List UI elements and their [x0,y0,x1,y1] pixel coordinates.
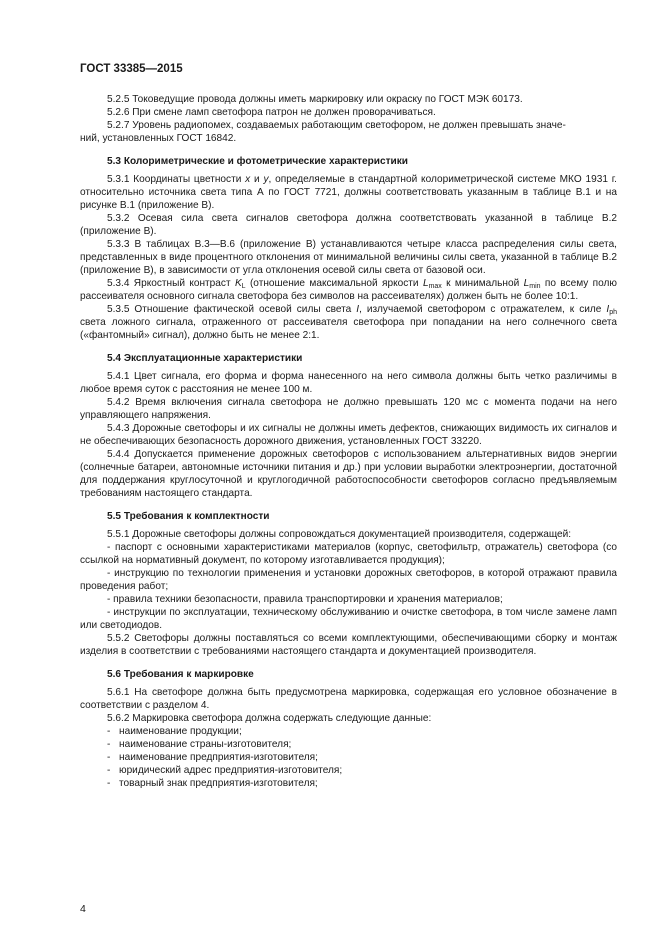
clause-5-5-1-item-c: - правила техники безопасности, правила транспортировки и хранения материалов; [107,594,503,605]
list-item: - наименование предприятия-изготовителя; [107,752,318,763]
clause-5-5-1-item-a: - паспорт с основными характеристиками материалов (корпус, светофильтр, отражатель) светофора (со ссылкой на нормативный документ, по которому изготавливается продукция); [80,542,617,566]
clause-5-5-1-item-b: - инструкцию по технологии применения и установки дорожных светофоров, в которой отражают правила проведения работ; [80,568,617,592]
list-item: - наименование страны-изготовителя; [107,739,292,750]
clause-5-3-2: 5.3.2 Осевая сила света сигналов светофора должна соответствовать указанной в таблице В.2 (приложение В). [80,213,617,237]
list-item: - товарный знак предприятия-изготовителя; [107,778,318,789]
clause-5-5-1-item-d: - инструкции по эксплуатации, техническому обслуживанию и очистке светофора, в том числе замене ламп или светодиодов. [80,607,617,631]
clause-5-4-3: 5.4.3 Дорожные светофоры и их сигналы не должны иметь дефектов, снижающих видимость их сигналов и не обеспечивающих безопасность дорожного движения, установленных ГОСТ 33220. [80,423,617,447]
section-5-6-title: 5.6 Требования к маркировке [107,669,254,680]
clause-5-2-5: 5.2.5 Токоведущие провода должны иметь маркировку или окраску по ГОСТ МЭК 60173. [107,94,523,105]
page-number: 4 [80,903,86,915]
document-body [80,93,617,790]
clause-5-3-3: 5.3.3 В таблицах В.3—В.6 (приложение В) устанавливаются четыре класса распределения силы света, представленных в виде процентного отклонения от минимальной величины силы света, указанной в таблице В.2 (приложение В), в зависимости от угла отклонения осевой силы света от базовой оси. [80,239,617,276]
clause-5-4-4: 5.4.4 Допускается применение дорожных светофоров с использованием альтернативных видов энергии (солнечные батареи, автономные источники питания и др.) при условии выработки электроэнергии, достаточной для поддержания круглосуточной и круглогодичной работоспособности светофоров согласно предъявляемым требованиям настоящего стандарта. [80,449,617,499]
clause-5-4-1: 5.4.1 Цвет сигнала, его форма и форма нанесенного на него символа должны быть четко различимы в любое время суток с расстояния не менее 100 м. [80,371,617,395]
clause-5-2-7: 5.2.7 Уровень радиопомех, создаваемых работающим светофором, не должен превышать значе- ний, установленных ГОСТ 16842. [80,120,566,144]
clause-5-6-2: 5.6.2 Маркировка светофора должна содержать следующие данные: [107,713,432,724]
page-header: ГОСТ 33385—2015 [80,63,183,75]
clause-5-3-1: 5.3.1 Координаты цветности x и y, определяемые в стандартной колориметрической системе МКО 1931 г. относительно источника света типа А по ГОСТ 7721, должны соответствовать указанным в таблице В.1 и на рисунке В.1 (приложение В). [80,174,617,211]
clause-5-5-2: 5.5.2 Светофоры должны поставляться со всеми комплектующими, обеспечивающими сборку и монтаж изделия в соответствии с требованиями настоящего стандарта и документацией производителя. [80,633,617,657]
section-5-4-title: 5.4 Эксплуатационные характеристики [107,353,303,364]
clause-5-4-2: 5.4.2 Время включения сигнала светофора не должно превышать 120 мс с момента подачи на него управляющего напряжения. [80,397,617,421]
list-item: - юридический адрес предприятия-изготовителя; [107,765,343,776]
list-item: - наименование продукции; [107,726,242,737]
section-5-5-title: 5.5 Требования к комплектности [107,511,270,522]
clause-5-5-1: 5.5.1 Дорожные светофоры должны сопровождаться документацией производителя, содержащей: [107,529,572,540]
section-5-3-title: 5.3 Колориметрические и фотометрические характеристики [107,156,408,167]
clause-5-3-5: 5.3.5 Отношение фактической осевой силы света I, излучаемой светофором с отражателем, к силе $I_{ph}$ света ложного сигнала, отраженного от рассеивателя светофора при попадании на него солнечного света («фантомный» сигнал), должно быть не менее 2:1. [80,304,617,341]
clause-5-2-6: 5.2.6 При смене ламп светофора патрон не должен проворачиваться. [107,107,436,118]
clause-5-6-1: 5.6.1 На светофоре должна быть предусмотрена маркировка, содержащая его условное обозначение в соответствии с разделом 4. [80,687,617,711]
clause-5-3-4: 5.3.4 Яркостный контраст $K_L$ (отношение максимальной яркости $L_{max}$ к минимальной $L_{min}$ по всему полю рассеивателя основного сигнала светофора без символов на рассеивателях) должен быть не более 10:1. [80,278,617,302]
